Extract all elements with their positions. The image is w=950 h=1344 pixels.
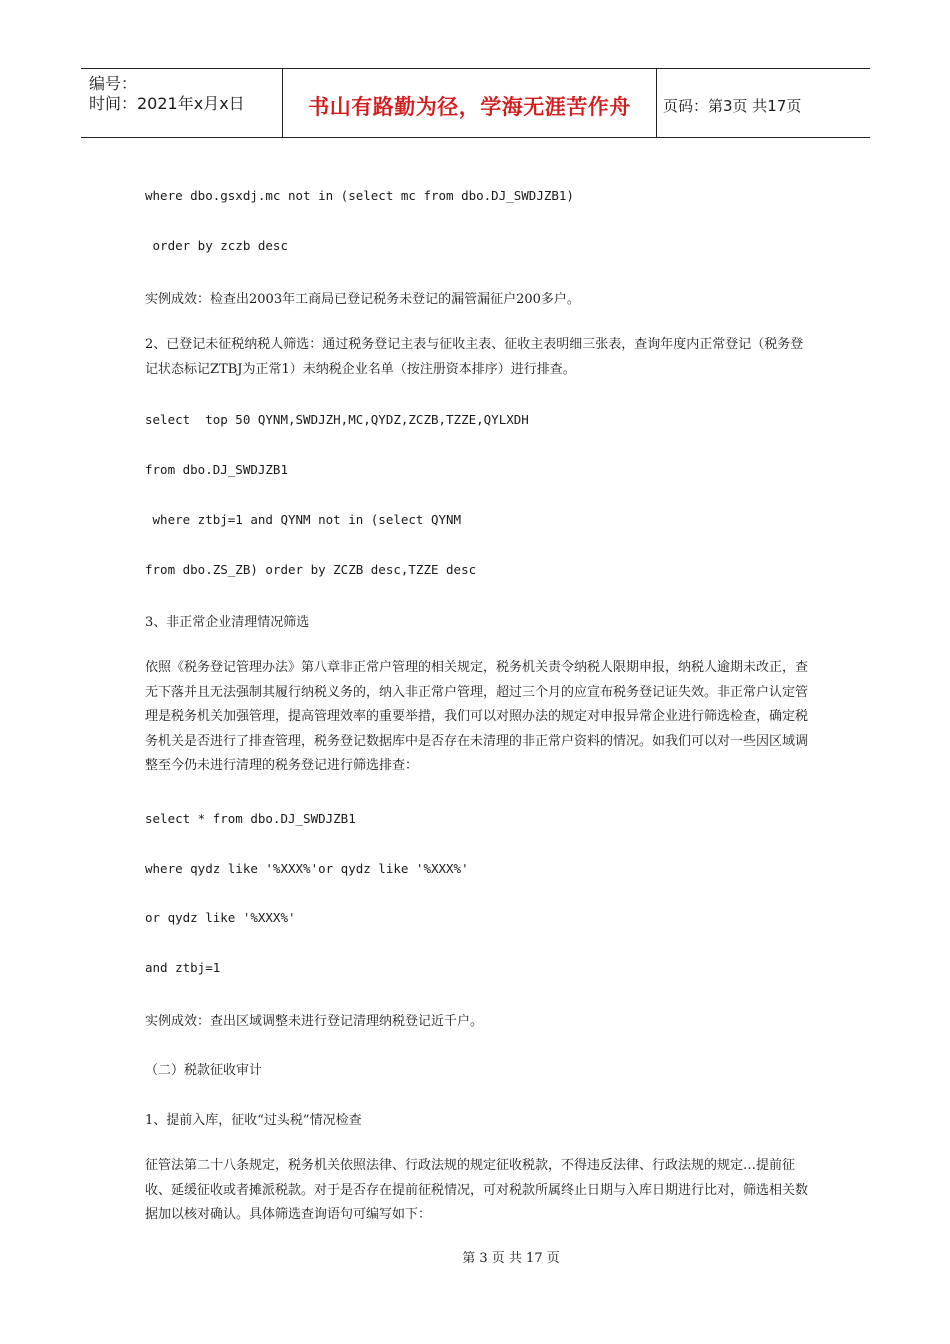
section-heading: 1、提前入库，征收“过头税”情况检查 — [145, 1113, 362, 1128]
code-line: from dbo.DJ_SWDJZB1 — [145, 462, 288, 477]
date-label: 时间：2021年x月x日 — [89, 94, 245, 113]
code-line: and ztbj=1 — [145, 960, 221, 975]
paragraph: 2、已登记未征税纳税人筛选：通过税务登记主表与征收主表、征收主表明细三张表，查询年度内正常登记（税务登记状态标记ZTBJ为正常1）未纳税企业名单（按注册资本排序）进行排查。 — [145, 337, 804, 377]
code-line: select * from dbo.DJ_SWDJZB1 — [145, 811, 356, 826]
header-motto: 书山有路勤为径，学海无涯苦作舟 — [308, 95, 631, 119]
paragraph: 依照《税务登记管理办法》第八章非正常户管理的相关规定，税务机关责令纳税人限期申报，纳税人逾期未改正，查无下落并且无法强制其履行纳税义务的，纳入非正常户管理，超过三个月的应宣布税务登记证失效。非正常户认定管理是税务机关加强管理，提高管理效率的重要举措，我们可以对照办法的规定对申报异常企业进行筛选检查，确定税务机关是否进行了排查管理，税务登记数据库中是否存在未清理的非正常户资料的情况。如我们可以对一些因区域调整至今仍未进行清理的税务登记进行筛选排查： — [145, 660, 809, 773]
header-right-cell — [657, 69, 870, 137]
code-line: where dbo.gsxdj.mc not in (select mc from dbo.DJ_SWDJZB1) — [145, 188, 574, 203]
page-header — [81, 68, 870, 138]
code-line: where ztbj=1 and QYNM not in (select QYNM — [145, 512, 462, 527]
header-left-cell — [81, 69, 281, 137]
number-label: 编号： — [89, 74, 138, 93]
page-footer: 第 3 页 共 17 页 — [462, 1251, 560, 1266]
section-heading: 3、非正常企业清理情况筛选 — [145, 615, 310, 630]
code-line: order by zczb desc — [145, 238, 288, 253]
code-line: where qydz like '%XXX%'or qydz like '%XXX%' — [145, 861, 469, 876]
code-line: select top 50 QYNM,SWDJZH,MC,QYDZ,ZCZB,TZZE,QYLXDH — [145, 412, 529, 427]
result-text: 实例成效：检查出2003年工商局已登记税务未登记的漏管漏征户200多户。 — [145, 292, 580, 307]
header-page-label: 页码：第3页 共17页 — [663, 97, 802, 115]
section-heading: （二）税款征收审计 — [145, 1063, 263, 1078]
header-motto-cell — [282, 69, 657, 137]
code-line: from dbo.ZS_ZB) order by ZCZB desc,TZZE desc — [145, 562, 477, 577]
code-line: or qydz like '%XXX%' — [145, 910, 296, 925]
result-text: 实例成效：查出区域调整未进行登记清理纳税登记近千户。 — [145, 1014, 484, 1029]
paragraph: 征管法第二十八条规定，税务机关依照法律、行政法规的规定征收税款，不得违反法律、行政法规的规定…提前征收、延缓征收或者摊派税款。对于是否存在提前征税情况，可对税款所属终止日期与入库日期进行比对，筛选相关数据加以核对确认。具体筛选查询语句可编写如下： — [145, 1158, 809, 1222]
